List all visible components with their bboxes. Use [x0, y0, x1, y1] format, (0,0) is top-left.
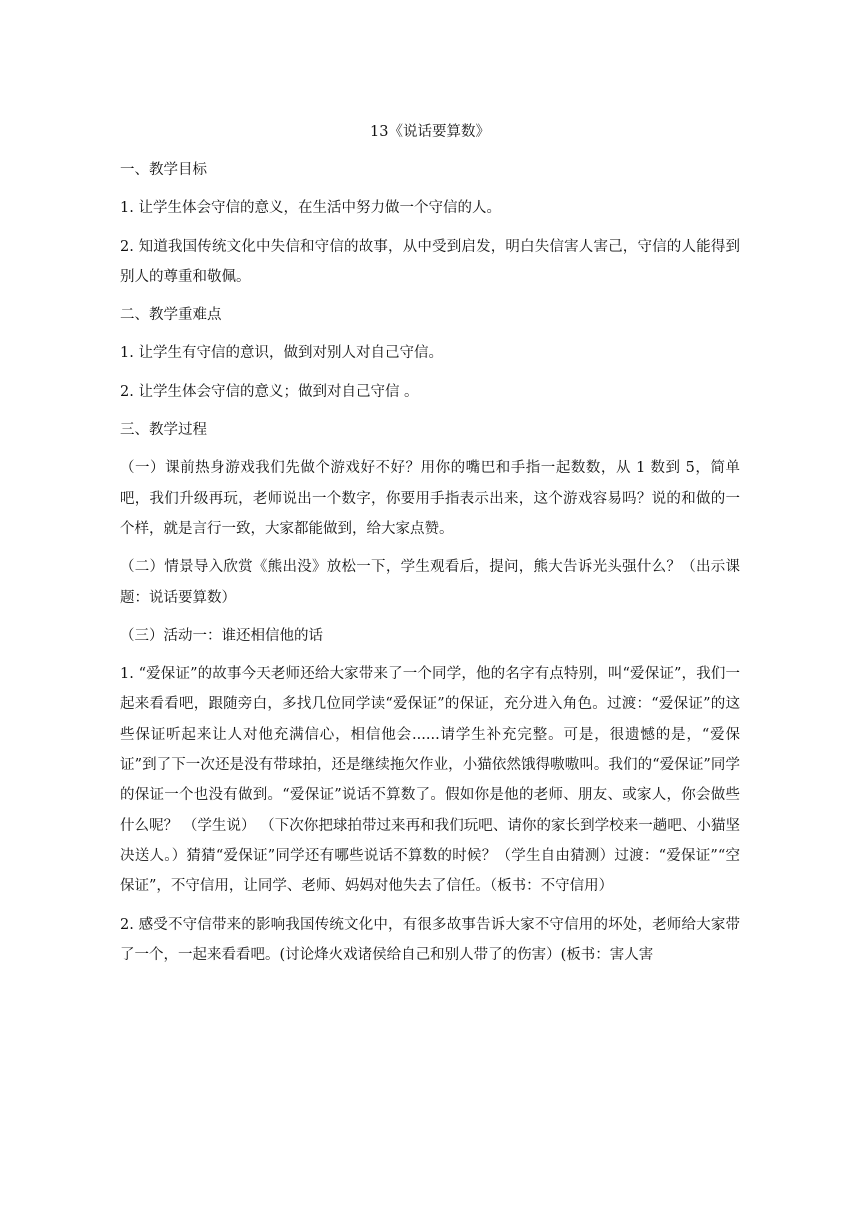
heading-teaching-goals: 一、教学目标	[120, 162, 207, 178]
heading-key-points: 二、教学重难点	[120, 307, 222, 324]
goal-item-2: 2. 知道我国传统文化中失信和守信的故事，从中受到启发，明白失信害人害己，守信的人能得到别人的尊重和敬佩。	[120, 238, 740, 285]
process-step-activity-1: （三）活动一：谁还相信他的话	[120, 627, 323, 644]
goal-item-1: 1. 让学生体会守信的意义，在生活中努力做一个守信的人。	[120, 200, 501, 217]
process-step-warmup: （一）课前热身游戏我们先做个游戏好不好？用你的嘴巴和手指一起数数，从 1 数到 5，简单吧，我们升级再玩，老师说出一个数字，你要用手指表示出来，这个游戏容易吗？说的和做的一个样，就是言行一致，大家都能做到，给大家点赞。	[120, 460, 740, 537]
heading-teaching-process: 三、教学过程	[120, 422, 207, 439]
key-point-item-2: 2. 让学生体会守信的意义；做到对自己守信 。	[120, 383, 419, 400]
process-step-intro: （二）情景导入欣赏《熊出没》放松一下，学生观看后，提问，熊大告诉光头强什么？（出示课题：说话要算数）	[120, 559, 740, 606]
key-point-item-1: 1. 让学生有守信的意识，做到对别人对自己守信。	[120, 345, 443, 362]
document-title: 13《说话要算数》	[370, 124, 490, 140]
activity-item-2: 2. 感受不守信带来的影响我国传统文化中，有很多故事告诉大家不守信用的坏处，老师给大家带了一个，一起来看看吧。(讨论烽火戏诸侯给自己和别人带了的伤害）(板书：害人害	[120, 916, 740, 963]
activity-item-1: 1. “爱保证”的故事今天老师还给大家带来了一个同学，他的名字有点特别，叫“爱保证”，我们一起来看看吧，跟随旁白，多找几位同学读“爱保证”的保证，充分进入角色。过渡：“爱保证”的这些保证听起来让人对他充满信心，相信他会......请学生补充完整。可是，很遗憾的是，“爱保证”到了下一次还是没有带球拍，还是继续拖欠作业，小猫依然饿得嗷嗷叫。我们的“爱保证”同学的保证一个也没有做到。“爱保证”说话不算数了。假如你是他的老师、朋友、或家人，你会做些什么呢？ （学生说） （下次你把球拍带过来再和我们玩吧、请你的家长到学校来一趟吧、小猫坚决送人。）猜猜“爱保证”同学还有哪些说话不算数的时候？（学生自由猜测）过渡：“爱保证”“空保证”，不守信用，让同学、老师、妈妈对他失去了信任。（板书：不守信用）	[120, 666, 740, 895]
document-body	[120, 117, 740, 978]
